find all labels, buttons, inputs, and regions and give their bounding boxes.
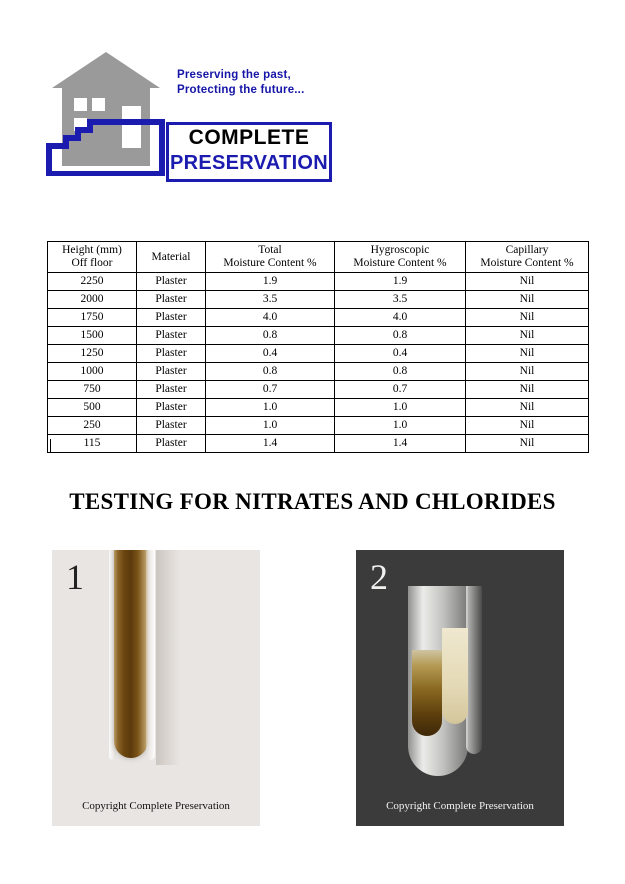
table-body <box>48 273 589 453</box>
cell-total: 1.9 <box>206 273 335 291</box>
tube-shadow-1 <box>156 550 180 765</box>
cell-total: 3.5 <box>206 291 335 309</box>
cell-hygroscopic: 1.0 <box>335 417 466 435</box>
cell-hygroscopic: 4.0 <box>335 309 466 327</box>
photo-copyright: Copyright Complete Preservation <box>386 800 534 812</box>
column-header-height-line2: Off floor <box>71 257 113 269</box>
table-row <box>48 309 589 327</box>
cell-height: 750 <box>48 381 137 399</box>
cell-capillary: Nil <box>466 399 589 417</box>
cell-capillary: Nil <box>466 435 589 453</box>
cell-total: 1.0 <box>206 399 335 417</box>
table-row <box>48 435 589 453</box>
photo-copyright: Copyright Complete Preservation <box>82 800 230 812</box>
cell-capillary: Nil <box>466 273 589 291</box>
cell-total: 0.8 <box>206 363 335 381</box>
page-title: TESTING FOR NITRATES AND CHLORIDES <box>69 489 556 514</box>
cell-hygroscopic: 1.4 <box>335 435 466 453</box>
test-tube-photo-2 <box>356 550 564 826</box>
cell-height: 1000 <box>48 363 137 381</box>
column-header-hygroscopic-line2: Moisture Content % <box>353 257 447 269</box>
cell-material: Plaster <box>137 345 206 363</box>
table-row <box>48 327 589 345</box>
tube-reagent-2 <box>442 628 468 724</box>
cell-material: Plaster <box>137 273 206 291</box>
brand-logo-box <box>166 122 332 182</box>
cell-material: Plaster <box>137 399 206 417</box>
document-header <box>0 0 625 210</box>
table-row <box>48 381 589 399</box>
cell-material: Plaster <box>137 417 206 435</box>
table-row <box>48 291 589 309</box>
cell-total: 0.4 <box>206 345 335 363</box>
table-edge-mark <box>50 439 51 452</box>
cell-height: 1250 <box>48 345 137 363</box>
cell-hygroscopic: 0.7 <box>335 381 466 399</box>
cell-total: 4.0 <box>206 309 335 327</box>
tube-glass-secondary-2 <box>466 586 482 754</box>
cell-hygroscopic: 0.4 <box>335 345 466 363</box>
cell-height: 250 <box>48 417 137 435</box>
cell-total: 1.4 <box>206 435 335 453</box>
cell-capillary: Nil <box>466 291 589 309</box>
cell-hygroscopic: 1.0 <box>335 399 466 417</box>
cell-total: 0.8 <box>206 327 335 345</box>
column-header-material-line1: Material <box>151 250 191 263</box>
tagline <box>177 68 304 98</box>
tagline-line-1: Preserving the past, <box>177 69 291 81</box>
cell-capillary: Nil <box>466 363 589 381</box>
cell-height: 1750 <box>48 309 137 327</box>
cell-material: Plaster <box>137 381 206 399</box>
cell-capillary: Nil <box>466 345 589 363</box>
column-header-height-line1: Height (mm) <box>62 244 122 256</box>
table-header-row <box>48 242 589 273</box>
column-header-material <box>137 242 206 273</box>
cell-hygroscopic: 0.8 <box>335 327 466 345</box>
moisture-content-table <box>47 241 589 453</box>
brand-name-primary: COMPLETE <box>188 126 310 149</box>
photo-number: 1 <box>66 557 84 597</box>
tube-glass-right-1 <box>146 550 155 760</box>
brand-name-secondary: PRESERVATION <box>169 152 329 174</box>
cell-material: Plaster <box>137 363 206 381</box>
tagline-line-2: Protecting the future... <box>177 84 305 96</box>
table-row <box>48 345 589 363</box>
cell-hygroscopic: 0.8 <box>335 363 466 381</box>
cell-height: 500 <box>48 399 137 417</box>
column-header-total-line2: Moisture Content % <box>223 257 317 269</box>
house-logo-icon <box>44 46 174 176</box>
column-header-capillary-line2: Moisture Content % <box>480 257 574 269</box>
tube-liquid-1 <box>114 550 148 758</box>
tube-liquid-2 <box>412 650 442 736</box>
cell-capillary: Nil <box>466 327 589 345</box>
cell-height: 115 <box>48 435 137 453</box>
cell-hygroscopic: 1.9 <box>335 273 466 291</box>
column-header-height <box>48 242 137 273</box>
table-row <box>48 273 589 291</box>
cell-capillary: Nil <box>466 417 589 435</box>
table-row <box>48 363 589 381</box>
cell-material: Plaster <box>137 327 206 345</box>
column-header-capillary-moisture <box>466 242 589 273</box>
cell-total: 1.0 <box>206 417 335 435</box>
cell-height: 2000 <box>48 291 137 309</box>
cell-capillary: Nil <box>466 381 589 399</box>
column-header-hygroscopic-line1: Hygroscopic <box>370 244 430 256</box>
cell-height: 2250 <box>48 273 137 291</box>
test-tube-photo-1 <box>52 550 260 826</box>
cell-total: 0.7 <box>206 381 335 399</box>
cell-hygroscopic: 3.5 <box>335 291 466 309</box>
column-header-capillary-line1: Capillary <box>505 244 549 256</box>
cell-material: Plaster <box>137 291 206 309</box>
column-header-hygroscopic-moisture <box>335 242 466 273</box>
cell-material: Plaster <box>137 309 206 327</box>
column-header-total-moisture <box>206 242 335 273</box>
table-row <box>48 399 589 417</box>
photo-number: 2 <box>370 557 388 597</box>
table-row <box>48 417 589 435</box>
cell-capillary: Nil <box>466 309 589 327</box>
cell-material: Plaster <box>137 435 206 453</box>
column-header-total-line1: Total <box>258 244 282 256</box>
cell-height: 1500 <box>48 327 137 345</box>
